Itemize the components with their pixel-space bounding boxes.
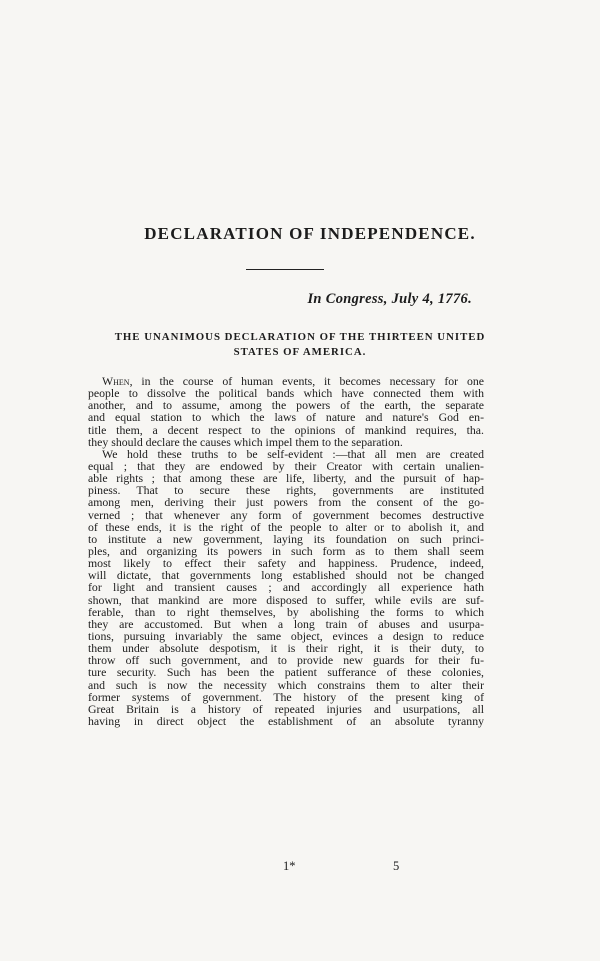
subtitle: [100, 330, 500, 360]
text-line: We hold these truths to be self-evident :—that all men are created: [102, 446, 484, 461]
text-line: will dictate, that governments long established should not be changed: [88, 568, 484, 583]
page-number: 5: [393, 859, 400, 873]
title-rule: [246, 269, 324, 270]
text-line: and equal station to which the laws of nature and nature's God en-: [88, 410, 484, 425]
document-title: DECLARATION OF INDEPENDENCE.: [144, 224, 476, 243]
text-line: able rights ; that among these are life, liberty, and the pursuit of hap-: [88, 471, 484, 486]
subtitle-line-1: THE UNANIMOUS DECLARATION OF THE THIRTEEN UNITED: [114, 331, 486, 343]
text-line: for light and transient causes ; and accordingly all experience hath: [88, 580, 484, 595]
text-line: ture security. Such has been the patient sufferance of these colonies,: [88, 665, 484, 680]
subtitle-line-2: STATES OF AMERICA.: [233, 346, 367, 358]
text-line: former systems of government. The history of the present king of: [88, 689, 484, 704]
first-word: When: [102, 374, 130, 388]
text-line: equal ; that they are endowed by their Creator with certain unalien-: [88, 458, 484, 473]
text-line: people to dissolve the political bands which have connected them with: [88, 386, 484, 401]
text-line: shown, that mankind are more disposed to suffer, while evils are suf-: [88, 592, 484, 607]
text-line: most likely to effect their safety and happiness. Prudence, indeed,: [88, 556, 484, 571]
text-line: another, and to assume, among the powers of the earth, the separate: [88, 398, 484, 413]
text-line: them under absolute despotism, it is their right, it is their duty, to: [88, 641, 484, 656]
text-line: throw off such government, and to provide new guards for their fu-: [88, 653, 484, 668]
text-line: to institute a new government, laying its foundation on such princi-: [88, 531, 484, 546]
text-line: title them, a decent respect to the opinions of mankind requires, tha.: [88, 422, 484, 437]
text-line: they should declare the causes which impel them to the separation.: [88, 434, 403, 449]
text-line: ferable, than to right themselves, by abolishing the forms to which: [88, 604, 484, 619]
text-line: they are accustomed. But when a long train of abuses and usurpa-: [88, 616, 484, 631]
text-line: verned ; that whenever any form of government becomes destructive: [88, 507, 484, 522]
text-line: Great Britain is a history of repeated injuries and usurpations, all: [88, 701, 484, 716]
text-line: piness. That to secure these rights, governments are instituted: [88, 483, 484, 498]
signature-mark: 1*: [283, 859, 296, 873]
text-line-content: , in the course of human events, it becomes necessary for one: [129, 374, 484, 388]
text-line: and such is now the necessity which constrains them to alter their: [88, 677, 484, 692]
body-text: [88, 375, 484, 727]
text-line: tions, pursuing invariably the same object, evinces a design to reduce: [88, 628, 484, 643]
text-line: among men, deriving their just powers from the consent of the go-: [88, 495, 484, 510]
text-line: having in direct object the establishment of an absolute tyranny: [88, 713, 484, 728]
dateline: In Congress, July 4, 1776.: [307, 291, 472, 307]
text-line: of these ends, it is the right of the people to alter or to abolish it, and: [88, 519, 484, 534]
text-line: ples, and organizing its powers in such form as to them shall seem: [88, 543, 484, 558]
